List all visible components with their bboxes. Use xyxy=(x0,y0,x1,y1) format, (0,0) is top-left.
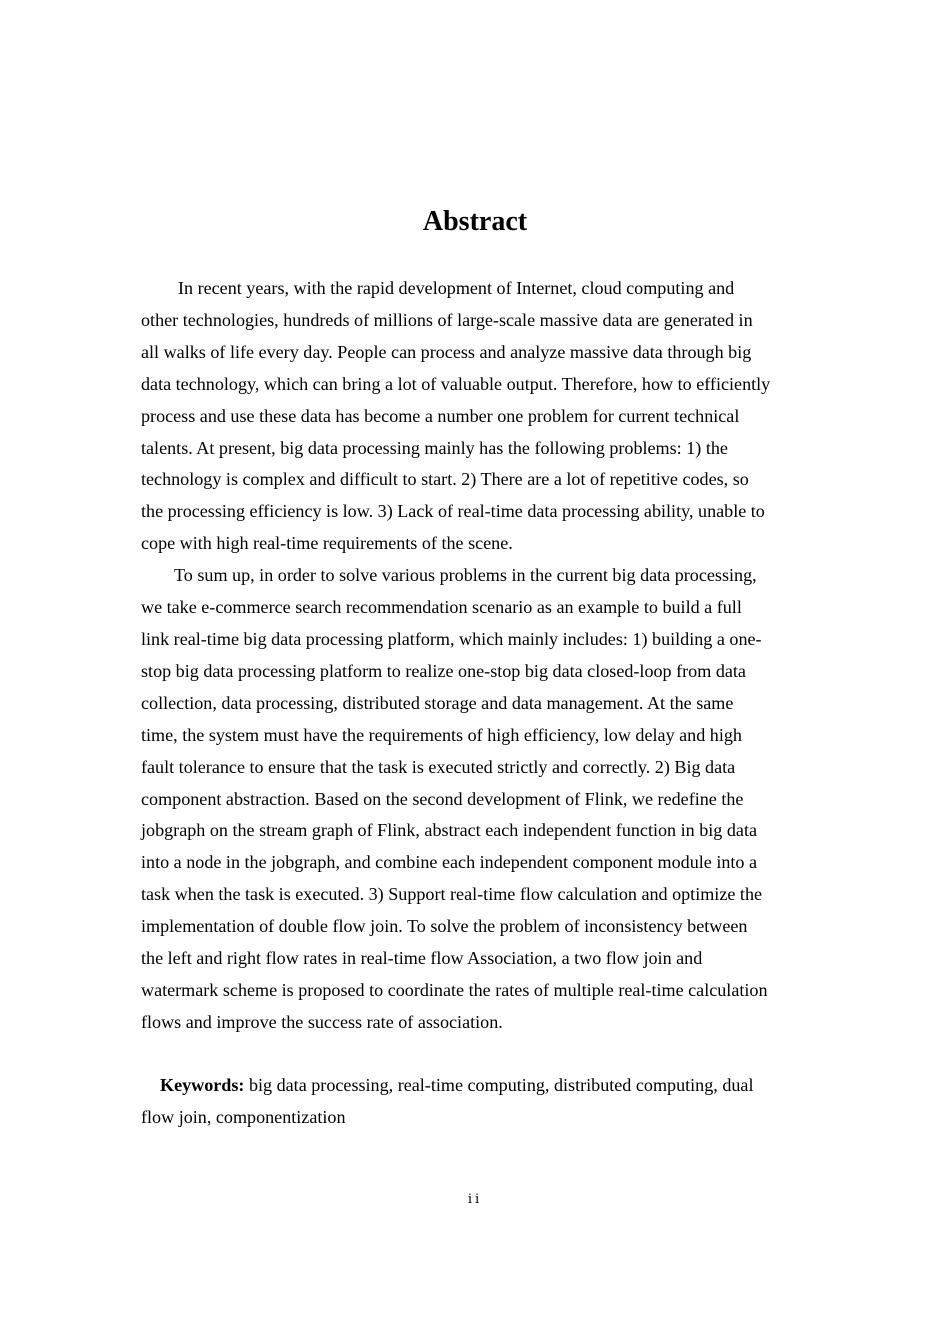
text-line: stop big data processing platform to realize one-stop big data closed-loop from data xyxy=(141,660,746,681)
abstract-paragraph-2 xyxy=(141,560,821,1039)
text-line: the left and right flow rates in real-time flow Association, a two flow join and xyxy=(141,948,703,969)
text-line: task when the task is executed. 3) Support real-time flow calculation and optimize the xyxy=(141,884,763,905)
text-line: implementation of double flow join. To solve the problem of inconsistency between xyxy=(141,916,748,937)
text-line: jobgraph on the stream graph of Flink, abstract each independent function in big data xyxy=(141,820,758,841)
abstract-body xyxy=(141,273,821,1039)
text-line: talents. At present, big data processing mainly has the following problems: 1) the xyxy=(141,437,728,458)
text-line: other technologies, hundreds of millions of large-scale massive data are generated in xyxy=(141,309,753,330)
text-line: process and use these data has become a number one problem for current technical xyxy=(141,405,740,426)
text-line: fault tolerance to ensure that the task is executed strictly and correctly. 2) Big data xyxy=(141,756,736,777)
text-line: flows and improve the success rate of association. xyxy=(141,1011,503,1032)
keywords-section xyxy=(141,1070,821,1134)
text-line: watermark scheme is proposed to coordinate the rates of multiple real-time calculation xyxy=(141,979,768,1000)
keywords-label: Keywords: xyxy=(160,1075,245,1095)
text-line: In recent years, with the rapid development of Internet, cloud computing and xyxy=(178,278,735,298)
text-line: cope with high real-time requirements of the scene. xyxy=(141,533,513,554)
text-line: technology is complex and difficult to start. 2) There are a lot of repetitive codes, so xyxy=(141,469,749,490)
text-line: component abstraction. Based on the second development of Flink, we redefine the xyxy=(141,788,744,809)
text-line: all walks of life every day. People can process and analyze massive data through big xyxy=(141,341,752,362)
keywords-line-2: flow join, componentization xyxy=(141,1106,346,1127)
abstract-paragraph-1 xyxy=(141,273,821,560)
keywords-text: big data processing, real-time computing, distributed computing, dual xyxy=(244,1075,754,1095)
text-line: time, the system must have the requirements of high efficiency, low delay and high xyxy=(141,724,742,745)
text-line: data technology, which can bring a lot of valuable output. Therefore, how to efficiently xyxy=(141,373,771,394)
text-line: link real-time big data processing platform, which mainly includes: 1) building a one- xyxy=(141,628,762,649)
keywords-line-1 xyxy=(141,1070,821,1102)
text-line: To sum up, in order to solve various problems in the current big data processing, xyxy=(174,565,757,586)
text-line: we take e-commerce search recommendation scenario as an example to build a full xyxy=(141,597,742,618)
text-line: the processing efficiency is low. 3) Lack of real-time data processing ability, unable to xyxy=(141,501,765,522)
text-line: into a node in the jobgraph, and combine each independent component module into a xyxy=(141,852,758,873)
page-title: Abstract xyxy=(422,206,528,237)
page-number: ii xyxy=(467,1192,483,1207)
text-line: collection, data processing, distributed storage and data management. At the same xyxy=(141,692,734,713)
